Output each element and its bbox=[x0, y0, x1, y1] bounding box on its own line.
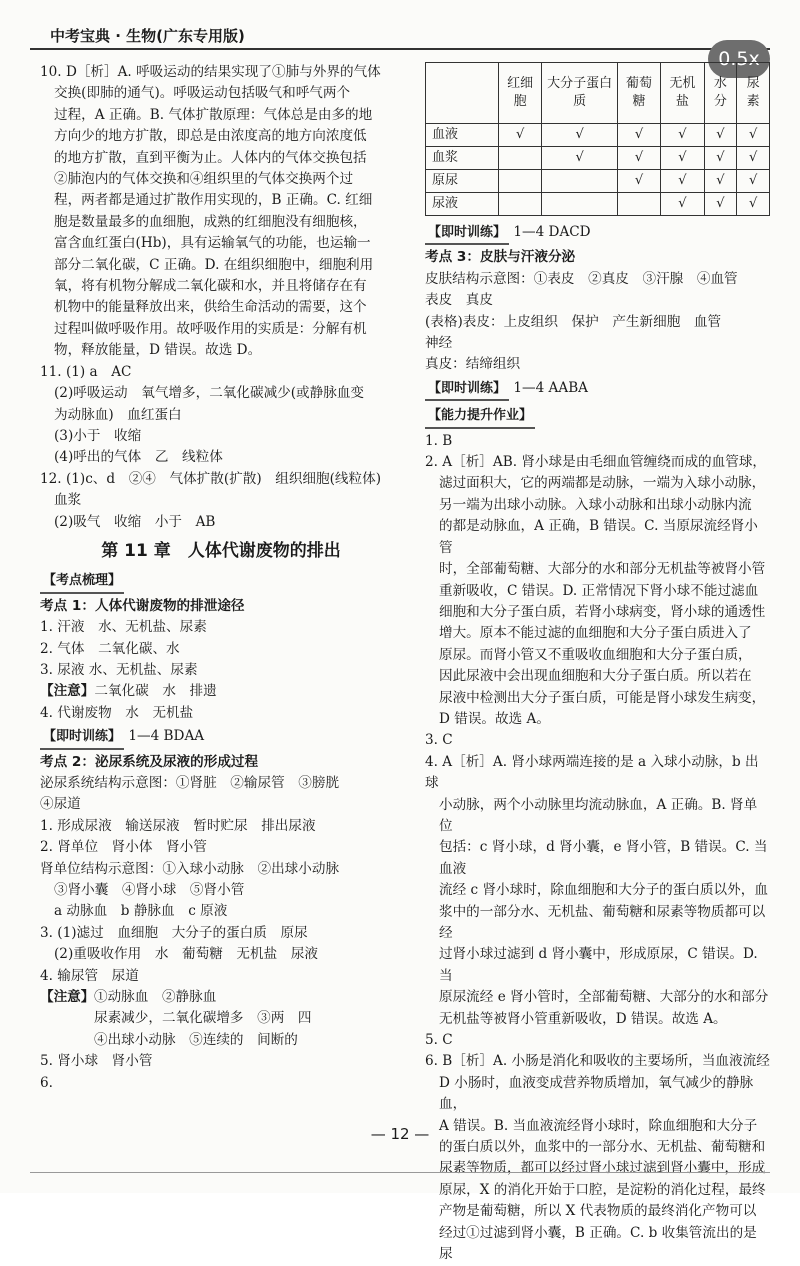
ability-tag: 【能力提升作业】 bbox=[425, 405, 535, 428]
train2 bbox=[425, 220, 770, 247]
text-line: (2)吸气 收缩 小于 AB bbox=[54, 513, 216, 530]
footer-divider bbox=[30, 1172, 770, 1173]
text-line: 的地方扩散，直到平衡为止。人体内的气体交换包括 bbox=[54, 149, 367, 166]
text-line: 程，两者都是通过扩散作用实现的，B 正确。C. 红细 bbox=[54, 192, 373, 209]
table-cell: √ bbox=[704, 147, 737, 170]
train3-tag: 【即时训练】 bbox=[425, 378, 509, 401]
text-line: 增大。原本不能过滤的血细胞和大分子蛋白质进入了 bbox=[439, 625, 752, 642]
table-row bbox=[426, 124, 770, 147]
text-line: 表皮 真皮 bbox=[425, 292, 493, 309]
text-line: 机物中的能量释放出来，供给生命活动的需要，这个 bbox=[54, 299, 367, 316]
text-line: 产物是葡萄糖，所以 X 代表物质的最终消化产物可以 bbox=[439, 1203, 757, 1220]
table-cell: √ bbox=[704, 170, 737, 193]
text-line: 4. 输尿管 尿道 bbox=[40, 967, 139, 984]
text-line: 交换(即肺的通气)。呼吸运动包括吸气和呼气两个 bbox=[54, 85, 351, 102]
table-cell: √ bbox=[704, 193, 737, 216]
text-line: 小动脉，两个小动脉里均流动脉血，A 正确。B. 肾单位 bbox=[439, 796, 758, 834]
text-line: 6. B［析］A. 小肠是消化和吸收的主要场所，当血液流经 bbox=[425, 1053, 770, 1070]
table-cell bbox=[499, 147, 542, 170]
text-line: 血浆 bbox=[54, 492, 82, 509]
table-cell bbox=[542, 193, 617, 216]
text-line: 胞是数量最多的血细胞，成熟的红细胞没有细胞核， bbox=[54, 213, 367, 230]
text-line: ④出球小动脉 ⑤连续的 间断的 bbox=[94, 1031, 298, 1048]
answer-11 bbox=[40, 362, 402, 469]
text-line: 无机盐等被肾小管重新吸收，D 错误。故选 A。 bbox=[439, 1010, 727, 1027]
table-cell: √ bbox=[542, 147, 617, 170]
text-line: 原尿，X 的消化开始于口腔，是淀粉的消化过程，最终 bbox=[439, 1181, 766, 1198]
table-cell: √ bbox=[617, 124, 660, 147]
text-line: 1. 形成尿液 输送尿液 暂时贮尿 排出尿液 bbox=[40, 817, 316, 834]
table-header-cell: 大分子蛋白质 bbox=[542, 63, 617, 124]
table-corner bbox=[426, 63, 499, 124]
text-line: 3. (1)滤过 血细胞 大分子的蛋白质 原尿 bbox=[40, 924, 308, 941]
table-cell: √ bbox=[499, 124, 542, 147]
answer-1: 1. B bbox=[425, 432, 453, 449]
text-line: 3. 尿液 水、无机盐、尿素 bbox=[40, 661, 198, 678]
text-line: 12. (1)c、d ②④ 气体扩散(扩散) 组织细胞(线粒体) bbox=[40, 470, 382, 487]
text-line: 流经 c 肾小球时，除血细胞和大分子的蛋白质以外，血 bbox=[439, 882, 768, 899]
text-line: (2)重吸收作用 水 葡萄糖 无机盐 尿液 bbox=[54, 946, 318, 963]
answer-4 bbox=[425, 752, 770, 1030]
text-line: 滤过面积大，它的两端都是动脉，一端为入球小动脉， bbox=[439, 475, 766, 492]
text-line: 1. 汗液 水、无机盐、尿素 bbox=[40, 619, 207, 636]
text-line: ④尿道 bbox=[40, 796, 81, 813]
table-header-cell: 葡萄糖 bbox=[617, 63, 660, 124]
text-line: 因此尿液中会出现血细胞和大分子蛋白质。所以若在 bbox=[439, 668, 752, 685]
kp1-title: 考点 1：人体代谢废物的排泄途径 bbox=[40, 597, 245, 614]
table-cell bbox=[617, 193, 660, 216]
text-line: 11. (1) a AC bbox=[40, 363, 132, 380]
table-cell: √ bbox=[661, 170, 704, 193]
train1-text: 1—4 BDAA bbox=[128, 728, 205, 745]
text-line: 浆中的一部分水、无机盐、葡萄糖和尿素等物质都可以经 bbox=[439, 903, 766, 941]
table-cell: √ bbox=[737, 193, 770, 216]
text-line: (2)呼吸运动 氧气增多，二氧化碳减少(或静脉血变 bbox=[54, 385, 365, 402]
table-row bbox=[426, 147, 770, 170]
text-line: D 错误。故选 A。 bbox=[439, 710, 550, 727]
note2-list bbox=[40, 987, 402, 1051]
row-label: 原尿 bbox=[426, 170, 499, 193]
kp3-title: 考点 3：皮肤与汗液分泌 bbox=[425, 249, 576, 266]
text-line: 物，释放能量，D 错误。故选 D。 bbox=[54, 342, 262, 359]
text-line: 经过①过滤到肾小囊，B 正确。C. b 收集管流出的是尿 bbox=[439, 1224, 757, 1263]
text-line: (4)呼出的气体 乙 线粒体 bbox=[54, 449, 223, 466]
note1-text: 二氧化碳 水 排遗 bbox=[94, 683, 217, 700]
text-line: 氧，将有机物分解成二氧化碳和水，并且将储存在有 bbox=[54, 278, 367, 295]
text-line: 富含血红蛋白(Hb)，具有运输氧气的功能，也运输一 bbox=[54, 235, 371, 252]
text-line: 方向少的地方扩散，即总是由浓度高的地方向浓度低 bbox=[54, 128, 367, 145]
table-cell: √ bbox=[737, 147, 770, 170]
table-cell: √ bbox=[737, 124, 770, 147]
table-header-cell: 尿素 bbox=[737, 63, 770, 124]
composition-table bbox=[425, 62, 770, 216]
text-line: (表格)表皮：上皮组织 保护 产生新细胞 血管 bbox=[425, 313, 722, 330]
table-header-cell: 红细胞 bbox=[499, 63, 542, 124]
left-column bbox=[40, 62, 402, 1094]
table-header-cell: 无机盐 bbox=[661, 63, 704, 124]
header-title: 中考宝典 · 生物(广东专用版) bbox=[50, 27, 245, 45]
table-cell: √ bbox=[737, 170, 770, 193]
text-line: 的都是动脉血，A 正确，B 错误。C. 当原尿流经肾小管 bbox=[439, 518, 758, 556]
text-line: 尿素减少，二氧化碳增多 ③两 四 bbox=[94, 1010, 312, 1027]
table-cell: √ bbox=[661, 147, 704, 170]
table-cell: √ bbox=[617, 147, 660, 170]
kp1-item4: 4. 代谢废物 水 无机盐 bbox=[40, 704, 194, 721]
chapter-title: 第 11 章 人体代谢废物的排出 bbox=[101, 540, 341, 561]
row-label: 血液 bbox=[426, 124, 499, 147]
text-line: 6. bbox=[40, 1074, 53, 1091]
kp2-end bbox=[40, 1051, 402, 1094]
table-cell: √ bbox=[617, 170, 660, 193]
table-cell: √ bbox=[542, 124, 617, 147]
train2-tag: 【即时训练】 bbox=[425, 222, 509, 245]
text-line: 4. A［析］A. 肾小球两端连接的是 a 入球小动脉，b 出球 bbox=[425, 753, 759, 792]
text-line: 细胞和大分子蛋白质，若肾小球病变，肾小球的通透性 bbox=[439, 603, 766, 620]
text-line: A 错误。B. 当血液流经肾小球时，除血细胞和大分子 bbox=[439, 1117, 758, 1134]
text-line: (3)小于 收缩 bbox=[54, 427, 142, 444]
answer-6 bbox=[425, 1051, 770, 1265]
answer-12 bbox=[40, 469, 402, 533]
answer-5: 5. C bbox=[425, 1032, 453, 1049]
text-line: 为动脉血) 血红蛋白 bbox=[54, 406, 182, 423]
kp1-list bbox=[40, 617, 402, 681]
answer-10 bbox=[40, 62, 402, 362]
page-header bbox=[30, 22, 770, 50]
kp2-title: 考点 2：泌尿系统及尿液的形成过程 bbox=[40, 753, 259, 770]
table-cell bbox=[499, 170, 542, 193]
train2-text: 1—4 DACD bbox=[513, 224, 591, 240]
text-line: ②肺泡内的气体交换和④组织里的气体交换两个过 bbox=[54, 171, 354, 188]
text-line: 尿素等物质，都可以经过肾小球过滤到肾小囊中，形成 bbox=[439, 1160, 766, 1177]
text-line: 部分二氧化碳，C 正确。D. 在组织细胞中，细胞利用 bbox=[54, 256, 374, 273]
text-line: 10. D［析］A. 呼吸运动的结果实现了①肺与外界的气体 bbox=[40, 64, 381, 80]
table-row bbox=[426, 193, 770, 216]
page-number: — 12 — bbox=[370, 1125, 430, 1143]
right-column bbox=[425, 62, 770, 1266]
table-row bbox=[426, 170, 770, 193]
table-cell bbox=[542, 170, 617, 193]
text-line: ①动脉血 ②静脉血 bbox=[94, 989, 217, 1006]
text-line: 泌尿系统结构示意图：①肾脏 ②输尿管 ③膀胱 bbox=[40, 775, 340, 791]
train3 bbox=[425, 376, 770, 403]
note2-tag: 【注意】 bbox=[40, 989, 95, 1006]
text-line: 另一端为出球小动脉。入球小动脉和出球小动脉内流 bbox=[439, 496, 752, 513]
review-tag: 【考点梳理】 bbox=[40, 570, 124, 593]
row-label: 尿液 bbox=[426, 193, 499, 216]
zoom-badge[interactable]: 0.5x bbox=[708, 40, 770, 78]
text-line: 皮肤结构示意图：①表皮 ②真皮 ③汗腺 ④血管 bbox=[425, 270, 738, 287]
kp3-list bbox=[425, 269, 770, 376]
text-line: 2. 气体 二氧化碳、水 bbox=[40, 640, 180, 657]
text-line: D 小肠时，血液变成营养物质增加，氧气减少的静脉血， bbox=[439, 1074, 754, 1113]
note1 bbox=[40, 681, 402, 702]
text-line: 包括：c 肾小球，d 肾小囊，e 肾小管，B 错误。C. 当血液 bbox=[439, 839, 768, 877]
table-cell: √ bbox=[661, 124, 704, 147]
train1-tag: 【即时训练】 bbox=[40, 726, 124, 749]
text-line: 过程叫做呼吸作用。故呼吸作用的实质是：分解有机 bbox=[54, 320, 367, 337]
table-cell: √ bbox=[661, 193, 704, 216]
text-line: 过肾小球过滤到 d 肾小囊中，形成原尿，C 错误。D. 当 bbox=[439, 946, 758, 984]
row-label: 血浆 bbox=[426, 147, 499, 170]
table-body bbox=[426, 124, 770, 216]
table-cell: √ bbox=[704, 124, 737, 147]
text-line: 2. A［析］AB. 肾小球是由毛细血管缠绕而成的血管球， bbox=[425, 454, 767, 471]
text-line: 原尿流经 e 肾小管时，全部葡萄糖、大部分的水和部分 bbox=[439, 989, 769, 1006]
train3-text: 1—4 AABA bbox=[513, 379, 588, 396]
answer-3: 3. C bbox=[425, 732, 453, 749]
text-line: 时，全部葡萄糖、大部分的水和部分无机盐等被肾小管 bbox=[439, 561, 766, 578]
text-line: ③肾小囊 ④肾小球 ⑤肾小管 bbox=[54, 882, 245, 899]
answer-2 bbox=[425, 452, 770, 730]
text-line: 重新吸收，C 错误。D. 正常情况下肾小球不能过滤血 bbox=[439, 582, 759, 599]
text-line: 神经 bbox=[425, 335, 453, 352]
table-header-row bbox=[426, 63, 770, 124]
text-line: 5. 肾小球 肾小管 bbox=[40, 1053, 153, 1070]
text-line: a 动脉血 b 静脉血 c 原液 bbox=[54, 903, 228, 920]
text-line: 真皮：结缔组织 bbox=[425, 356, 521, 373]
note1-tag: 【注意】 bbox=[40, 683, 95, 700]
text-line: 肾单位结构示意图：①入球小动脉 ②出球小动脉 bbox=[40, 860, 340, 877]
text-line: 原尿。而肾小管又不重吸收血细胞和大分子蛋白质， bbox=[439, 646, 752, 663]
text-line: 的蛋白质以外，血浆中的一部分水、无机盐、葡萄糖和 bbox=[439, 1139, 766, 1156]
kp2-list bbox=[40, 773, 402, 987]
text-line: 过程，A 正确。B. 气体扩散原理：气体总是由多的地 bbox=[54, 106, 373, 123]
table-header-cell: 水分 bbox=[704, 63, 737, 124]
table-cell bbox=[499, 193, 542, 216]
text-line: 2. 肾单位 肾小体 肾小管 bbox=[40, 839, 207, 856]
train1 bbox=[40, 724, 402, 751]
text-line: 尿液中检测出大分子蛋白质，可能是肾小球发生病变， bbox=[439, 689, 766, 706]
